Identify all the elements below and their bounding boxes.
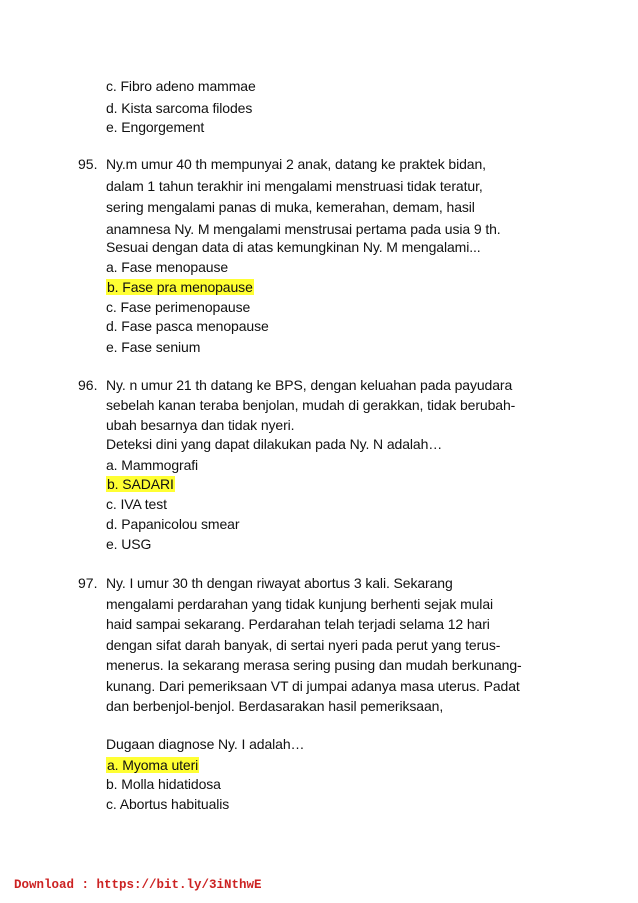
question-number: 96. bbox=[78, 377, 98, 393]
question-stem-line: kunang. Dari pemeriksaan VT di jumpai adanya masa uterus. Padat bbox=[106, 678, 520, 694]
question-stem-line: anamnesa Ny. M mengalami menstrusai pertama pada usia 9 th. bbox=[106, 221, 501, 237]
answer-option-correct bbox=[106, 278, 254, 297]
question-stem-line: Sesuai dengan data di atas kemungkinan Ny. M mengalami... bbox=[106, 239, 481, 255]
answer-highlight: b. SADARI bbox=[107, 476, 174, 492]
answer-option-correct bbox=[106, 756, 199, 775]
answer-highlight: b. Fase pra menopause bbox=[107, 279, 253, 295]
question-stem-line: sering mengalami panas di muka, kemerahan, demam, hasil bbox=[106, 199, 475, 215]
answer-option: e. USG bbox=[106, 536, 152, 552]
question-stem-line: dan berbenjol-benjol. Berdasarakan hasil pemeriksaan, bbox=[106, 698, 444, 714]
question-stem-line: ubah besarnya dan tidak nyeri. bbox=[106, 417, 295, 433]
download-link[interactable]: Download : https://bit.ly/3iNthwE bbox=[14, 878, 262, 892]
answer-option: c. Abortus habitualis bbox=[106, 796, 230, 812]
question-stem-line: Deteksi dini yang dapat dilakukan pada Ny. N adalah… bbox=[106, 436, 443, 452]
question-number: 95. bbox=[78, 156, 98, 172]
answer-option: c. IVA test bbox=[106, 496, 167, 512]
answer-option: b. Molla hidatidosa bbox=[106, 776, 221, 792]
question-stem-line: haid sampai sekarang. Perdarahan telah terjadi selama 12 hari bbox=[106, 616, 490, 632]
answer-option-correct bbox=[106, 475, 175, 494]
question-stem-line: dalam 1 tahun terakhir ini mengalami menstruasi tidak teratur, bbox=[106, 178, 483, 194]
question-stem-line: Ny. n umur 21 th datang ke BPS, dengan keluahan pada payudara bbox=[106, 377, 513, 393]
answer-option: d. Papanicolou smear bbox=[106, 516, 240, 532]
question-number: 97. bbox=[78, 575, 98, 591]
question-stem-line: Ny. I umur 30 th dengan riwayat abortus 3 kali. Sekarang bbox=[106, 575, 453, 591]
question-stem-line: menerus. Ia sekarang merasa sering pusing dan mudah berkunang- bbox=[106, 657, 522, 673]
answer-option: a. Mammografi bbox=[106, 457, 199, 473]
answer-option: c. Fase perimenopause bbox=[106, 299, 251, 315]
answer-option: e. Fase senium bbox=[106, 339, 201, 355]
answer-option: a. Fase menopause bbox=[106, 259, 229, 275]
answer-option: d. Fase pasca menopause bbox=[106, 318, 269, 334]
option-c: c. Fibro adeno mammae bbox=[106, 78, 256, 94]
question-stem-line: Dugaan diagnose Ny. I adalah… bbox=[106, 736, 305, 752]
question-stem-line: sebelah kanan teraba benjolan, mudah di gerakkan, tidak berubah- bbox=[106, 397, 516, 413]
question-stem-line: mengalami perdarahan yang tidak kunjung berhenti sejak mulai bbox=[106, 596, 494, 612]
question-stem-line: dengan sifat darah banyak, di sertai nyeri pada perut yang terus- bbox=[106, 637, 501, 653]
option-e: e. Engorgement bbox=[106, 119, 205, 135]
answer-highlight: a. Myoma uteri bbox=[107, 757, 199, 773]
option-d: d. Kista sarcoma filodes bbox=[106, 100, 253, 116]
question-stem-line: Ny.m umur 40 th mempunyai 2 anak, datang ke praktek bidan, bbox=[106, 156, 486, 172]
